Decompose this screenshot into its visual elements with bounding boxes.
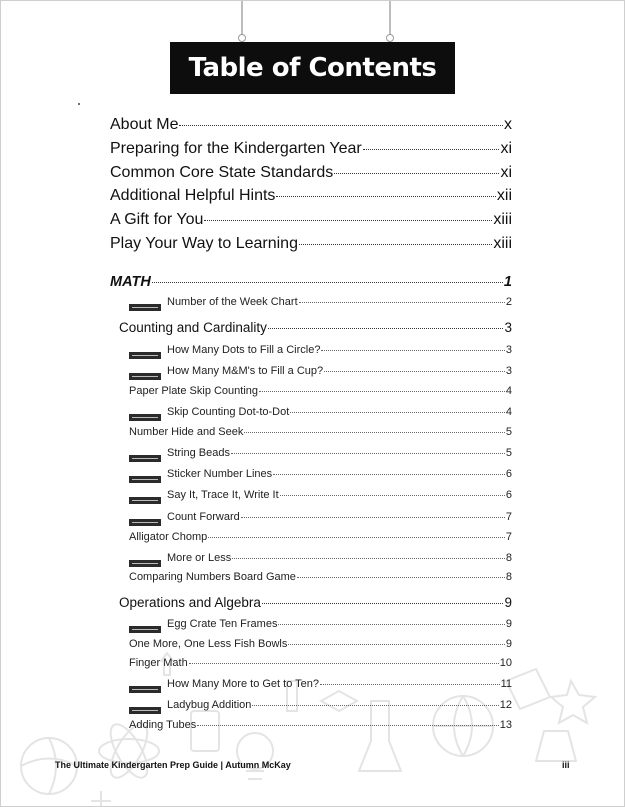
toc-activity-entry[interactable]	[129, 638, 512, 650]
toc-activity-entry[interactable]	[129, 511, 512, 527]
low-prep-badge-icon	[129, 455, 161, 462]
toc-entry-page: 7	[505, 531, 512, 543]
toc-entry-label: Ladybug Addition	[167, 699, 252, 711]
dot-leader	[189, 663, 499, 664]
toc-entry-label: One More, One Less Fish Bowls	[129, 638, 288, 650]
toc-entry-label: Number Hide and Seek	[129, 426, 244, 438]
dot-leader	[273, 474, 505, 475]
toc-front-matter-entry[interactable]	[110, 235, 512, 253]
toc-section-math[interactable]	[110, 274, 512, 290]
toc-activity-entry[interactable]	[129, 618, 512, 634]
toc-activity-entry[interactable]	[129, 489, 512, 505]
low-prep-badge-icon	[129, 560, 161, 567]
toc-entry-label: Comparing Numbers Board Game	[129, 571, 296, 583]
toc-entry-page: 1	[503, 274, 512, 290]
toc-entry-page: 8	[505, 552, 512, 564]
dot-leader	[320, 684, 500, 685]
low-prep-badge-icon	[129, 707, 161, 714]
low-prep-badge-icon	[129, 497, 161, 504]
toc-front-matter-entry[interactable]	[110, 116, 512, 134]
toc-entry-label: String Beads	[167, 447, 230, 459]
toc-activity-entry[interactable]	[129, 385, 512, 397]
dot-leader	[278, 624, 504, 625]
toc-entry-page: 7	[505, 511, 512, 523]
toc-entry-page: 4	[505, 385, 512, 397]
toc-entry-page: 6	[505, 468, 512, 480]
toc-entry-page: xii	[496, 187, 512, 204]
toc-entry-page: xi	[500, 140, 512, 157]
toc-activity-entry[interactable]	[129, 552, 512, 568]
low-prep-badge-icon	[129, 626, 161, 633]
toc-entry-page: 4	[505, 406, 512, 418]
toc-entry-page: 9	[505, 638, 512, 650]
dot-leader	[208, 537, 505, 538]
hanger-string-right	[389, 1, 391, 39]
toc-entry-label: Count Forward	[167, 511, 240, 523]
toc-entry-label: Counting and Cardinality	[119, 320, 267, 335]
toc-entry-label: More or Less	[167, 552, 232, 564]
low-prep-badge-icon	[129, 519, 161, 526]
toc-front-matter-entry[interactable]	[110, 140, 512, 158]
toc-entry-page: 9	[505, 618, 512, 630]
dot-leader	[231, 453, 505, 454]
toc-activity-entry[interactable]	[129, 296, 512, 312]
dot-leader	[324, 371, 505, 372]
low-prep-badge-icon	[129, 414, 161, 421]
toc-front-matter-entry[interactable]	[110, 164, 512, 182]
toc-activity-entry[interactable]	[129, 678, 512, 694]
toc-entry-page: 10	[499, 657, 512, 669]
toc-front-matter-entry[interactable]	[110, 211, 512, 229]
toc-entry-label: About Me	[110, 116, 179, 133]
dot-leader	[297, 577, 505, 578]
toc-entry-page: xi	[500, 164, 512, 181]
toc-activity-entry[interactable]	[129, 719, 512, 731]
dot-leader	[262, 603, 504, 604]
dot-leader	[152, 282, 503, 283]
toc-activity-entry[interactable]	[129, 468, 512, 484]
toc-activity-entry[interactable]	[129, 657, 512, 669]
dot-leader	[276, 196, 495, 197]
dot-leader	[280, 495, 505, 496]
toc-entry-page: 13	[499, 719, 512, 731]
toc-entry-label: MATH	[110, 274, 151, 290]
toc-entry-page: 8	[505, 571, 512, 583]
toc-entry-page: 3	[504, 320, 512, 335]
dot-leader	[321, 350, 504, 351]
toc-entry-label: How Many Dots to Fill a Circle?	[167, 344, 321, 356]
dot-leader	[241, 517, 505, 518]
low-prep-badge-icon	[129, 352, 161, 359]
toc-activity-entry[interactable]	[129, 406, 512, 422]
toc-entry-label: Skip Counting Dot-to-Dot	[167, 406, 290, 418]
toc-entry-page: 5	[505, 426, 512, 438]
toc-entry-label: Common Core State Standards	[110, 164, 334, 181]
toc-entry-label: Additional Helpful Hints	[110, 187, 276, 204]
low-prep-badge-icon	[129, 686, 161, 693]
dot-leader	[179, 125, 503, 126]
dot-leader	[268, 328, 504, 329]
toc-entry-page: 2	[505, 296, 512, 308]
toc-entry-label: How Many More to Get to Ten?	[167, 678, 320, 690]
toc-entry-page: 3	[505, 344, 512, 356]
toc-activity-entry[interactable]	[129, 426, 512, 438]
low-prep-badge-icon	[129, 304, 161, 311]
toc-activity-entry[interactable]	[129, 447, 512, 463]
toc-entry-label: Sticker Number Lines	[167, 468, 273, 480]
dot-leader	[259, 391, 505, 392]
toc-activity-entry[interactable]	[129, 571, 512, 583]
toc-subsection-entry[interactable]	[119, 595, 512, 610]
toc-entry-label: Say It, Trace It, Write It	[167, 489, 279, 501]
toc-activity-entry[interactable]	[129, 531, 512, 543]
toc-entry-label: Play Your Way to Learning	[110, 235, 298, 252]
toc-entry-page: 6	[505, 489, 512, 501]
toc-entry-label: A Gift for You	[110, 211, 204, 228]
toc-entry-page: 5	[505, 447, 512, 459]
low-prep-badge-icon	[129, 476, 161, 483]
footer-book-title: The Ultimate Kindergarten Prep Guide | Autumn McKay	[55, 760, 291, 770]
toc-entry-label: How Many M&M's to Fill a Cup?	[167, 365, 324, 377]
toc-entry-label: Finger Math	[129, 657, 188, 669]
toc-front-matter-entry[interactable]	[110, 187, 512, 205]
toc-entry-page: 3	[505, 365, 512, 377]
dot-leader	[334, 173, 499, 174]
dot-leader	[252, 705, 498, 706]
toc-entry-label: Adding Tubes	[129, 719, 197, 731]
page-title: Table of Contents	[170, 42, 455, 94]
toc-entry-page: 11	[500, 678, 512, 690]
toc-entry-page: 9	[504, 595, 512, 610]
toc-entry-label: Paper Plate Skip Counting	[129, 385, 259, 397]
toc-entry-page: xiii	[493, 235, 512, 252]
toc-entry-label: Number of the Week Chart	[167, 296, 298, 308]
toc-entry-page: 12	[499, 699, 512, 711]
dot-leader	[197, 725, 498, 726]
hanger-string-left	[241, 1, 243, 39]
low-prep-badge-icon	[129, 373, 161, 380]
toc-subsection-entry[interactable]	[119, 320, 512, 335]
toc-activity-entry[interactable]	[129, 699, 512, 715]
dot-leader	[299, 244, 492, 245]
dot-leader	[204, 220, 492, 221]
toc-activity-entry[interactable]	[129, 365, 512, 381]
dot-leader	[290, 412, 505, 413]
footer-page-number: iii	[562, 760, 570, 770]
toc-entry-label: Egg Crate Ten Frames	[167, 618, 278, 630]
toc-entry-page: x	[504, 116, 512, 133]
dot-leader	[232, 558, 505, 559]
dot-leader	[244, 432, 505, 433]
dot-leader	[299, 302, 505, 303]
toc-entry-label: Operations and Algebra	[119, 595, 261, 610]
dot-leader	[363, 149, 500, 150]
toc-activity-entry[interactable]	[129, 344, 512, 360]
dot-leader	[288, 644, 505, 645]
toc-entry-label: Preparing for the Kindergarten Year	[110, 140, 362, 157]
toc-entry-page: xiii	[493, 211, 512, 228]
toc-entry-label: Alligator Chomp	[129, 531, 208, 543]
